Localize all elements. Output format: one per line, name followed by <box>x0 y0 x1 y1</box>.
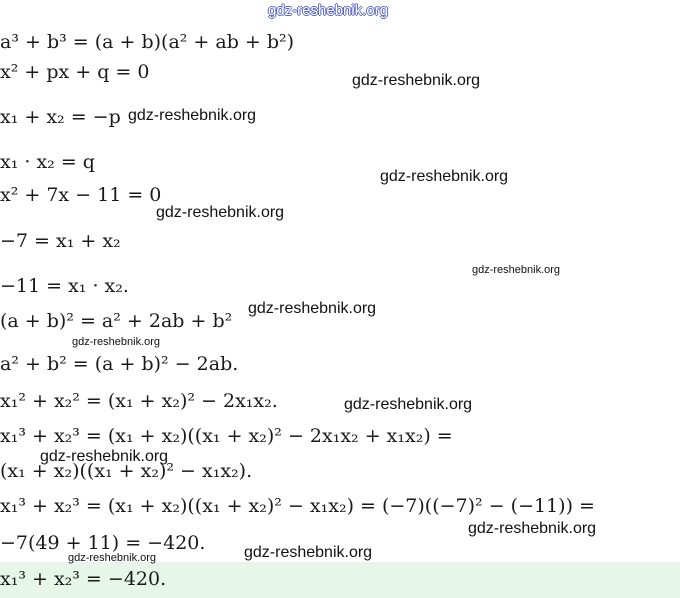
watermark: gdz-reshebnik.org <box>40 448 169 465</box>
formula-root-product: −11 = x₁ · x₂. <box>0 275 129 297</box>
formula-vieta-product: x₁ · x₂ = q <box>0 151 95 173</box>
formula-substitution: x₁³ + x₂³ = (x₁ + x₂)((x₁ + x₂)² − x₁x₂) = (−7)((−7)² − (−11)) = <box>0 495 595 517</box>
formula-sum-of-squares: a² + b² = (a + b)² − 2ab. <box>0 353 239 375</box>
formula-roots-cubes-expand: x₁³ + x₂³ = (x₁ + x₂)((x₁ + x₂)² − 2x₁x₂ + x₁x₂) = <box>0 425 453 447</box>
formula-roots-squares: x₁² + x₂² = (x₁ + x₂)² − 2x₁x₂. <box>0 390 278 412</box>
watermark: gdz-reshebnik.org <box>380 168 509 185</box>
watermark: gdz-reshebnik.org <box>68 552 157 564</box>
formula-quadratic-general: x² + px + q = 0 <box>0 61 150 83</box>
watermark: gdz-reshebnik.org <box>472 264 561 276</box>
formula-vieta-sum: x₁ + x₂ = −p <box>0 106 121 128</box>
watermark: gdz-reshebnik.org <box>344 396 473 413</box>
watermark: gdz-reshebnik.org <box>468 520 597 537</box>
watermark: gdz-reshebnik.org <box>156 204 285 221</box>
watermark: gdz-reshebnik.org <box>244 544 373 561</box>
watermark: gdz-reshebnik.org <box>72 336 161 348</box>
formula-computation: −7(49 + 11) = −420. <box>0 532 206 554</box>
formula-sum-of-cubes: a³ + b³ = (a + b)(a² + ab + b²) <box>0 31 295 53</box>
watermark: gdz-reshebnik.org <box>248 300 377 317</box>
formula-roots-cubes-simplified: (x₁ + x₂)((x₁ + x₂)² − x₁x₂). <box>0 460 253 482</box>
formula-root-sum: −7 = x₁ + x₂ <box>0 230 121 252</box>
formula-square-of-sum: (a + b)² = a² + 2ab + b² <box>0 310 233 332</box>
formula-answer: x₁³ + x₂³ = −420. <box>0 568 167 590</box>
formula-quadratic-given: x² + 7x − 11 = 0 <box>0 184 162 206</box>
watermark-header: gdz-reshebnik.org <box>268 2 389 19</box>
watermark: gdz-reshebnik.org <box>128 107 257 124</box>
watermark: gdz-reshebnik.org <box>352 72 481 89</box>
